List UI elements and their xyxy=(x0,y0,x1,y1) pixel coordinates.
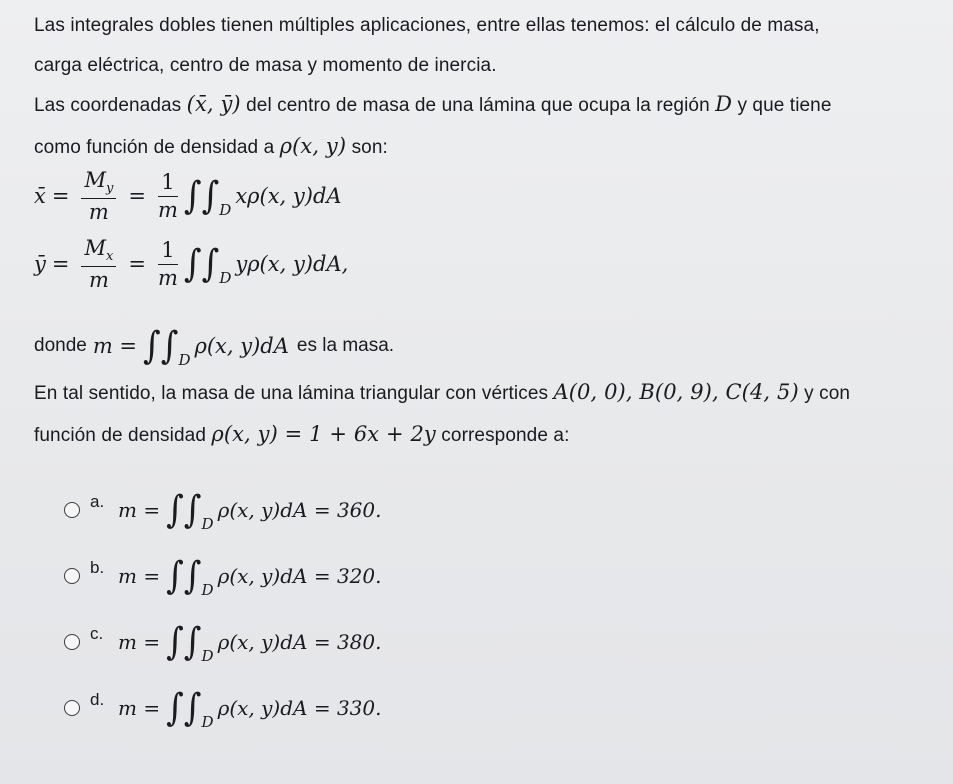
xbar-lhs: x̄ xyxy=(34,184,46,208)
fraction-one: 1 xyxy=(158,171,177,196)
centroid-coords: (x̄, ȳ) xyxy=(186,92,241,116)
option-formula xyxy=(118,488,382,533)
radio-button-d[interactable] xyxy=(64,700,80,716)
intro-line-2: carga eléctrica, centro de masa y momento de inercia. xyxy=(34,55,497,76)
ybar-lhs: ȳ xyxy=(34,252,46,276)
answer-option-a[interactable] xyxy=(64,480,381,540)
option-lhs: m = xyxy=(118,498,161,522)
equals-sign: = xyxy=(51,252,70,276)
option-integrand: ρ(x, y)dA = 380. xyxy=(217,630,382,654)
moment-fraction xyxy=(81,237,116,291)
option-letter: c. xyxy=(90,624,104,643)
mass-denominator: m xyxy=(88,267,109,292)
double-integral-sign: ∫∫ xyxy=(166,488,202,532)
fraction-one: 1 xyxy=(158,239,177,264)
mass-prefix: donde xyxy=(34,335,87,356)
option-integrand: ρ(x, y)dA = 330. xyxy=(217,696,382,720)
intro-paragraph xyxy=(34,6,924,86)
option-lhs: m = xyxy=(118,630,161,654)
reciprocal-mass-fraction xyxy=(158,171,178,220)
double-integral-sign: ∫∫ xyxy=(166,554,202,598)
formula-ybar xyxy=(34,236,348,292)
option-formula xyxy=(118,554,382,599)
centroid-text-5: son: xyxy=(351,137,388,158)
equals-sign: = xyxy=(128,252,146,276)
option-letter: d. xyxy=(90,690,105,709)
double-integral-sign: ∫∫ xyxy=(183,242,220,286)
integral-region: D xyxy=(219,201,232,219)
moment-fraction xyxy=(81,169,116,223)
moment-symbol: M xyxy=(84,236,106,261)
intro-line-1: Las integrales dobles tienen múltiples aplicaciones, entre ellas tenemos: el cálculo de masa, xyxy=(34,15,820,36)
centroid-text-3: y que tiene xyxy=(737,95,832,116)
integral-region: D xyxy=(201,647,214,665)
question-text-4: corresponde a: xyxy=(441,425,570,446)
mass-denominator: m xyxy=(88,199,109,224)
mass-suffix: es la masa. xyxy=(296,335,395,356)
region-symbol: D xyxy=(715,92,733,116)
equals-sign: = xyxy=(128,184,146,208)
option-formula xyxy=(118,620,382,665)
option-integrand: ρ(x, y)dA = 360. xyxy=(217,498,382,522)
mass-denominator: m xyxy=(157,197,178,222)
centroid-text-2: del centro de masa de una lámina que ocupa la región xyxy=(246,95,710,116)
density-symbol: ρ(x, y) xyxy=(279,134,347,158)
radio-button-a[interactable] xyxy=(64,502,80,518)
mass-integrand: ρ(x, y)dA xyxy=(194,334,289,358)
xbar-integrand: xρ(x, y)dA xyxy=(235,184,342,208)
formula-xbar xyxy=(34,168,342,224)
triangle-vertices: A(0, 0), B(0, 9), C(4, 5) xyxy=(553,380,799,404)
moment-subscript: y xyxy=(105,181,114,197)
formula-mass xyxy=(34,318,394,374)
question-text-2: y con xyxy=(804,383,851,404)
option-letter: b. xyxy=(90,558,105,577)
moment-subscript: x xyxy=(106,249,114,265)
double-integral-sign: ∫∫ xyxy=(166,620,202,664)
double-integral-sign: ∫∫ xyxy=(166,686,202,730)
mass-denominator: m xyxy=(157,265,178,290)
integral-region: D xyxy=(219,269,232,287)
centroid-text-1: Las coordenadas xyxy=(34,95,182,116)
integral-region: D xyxy=(201,713,214,731)
question-paragraph xyxy=(34,372,924,456)
integral-region: D xyxy=(178,351,191,369)
answer-option-b[interactable] xyxy=(64,546,381,606)
centroid-text-4: como función de densidad a xyxy=(34,137,275,158)
integral-region: D xyxy=(201,581,214,599)
integral-region: D xyxy=(201,515,214,533)
moment-symbol: M xyxy=(84,168,106,193)
equals-sign: = xyxy=(51,184,70,208)
density-function: ρ(x, y) = 1 + 6x + 2y xyxy=(211,422,436,446)
reciprocal-mass-fraction xyxy=(158,239,178,288)
answer-option-d[interactable] xyxy=(64,678,381,738)
double-integral-sign: ∫∫ xyxy=(183,174,220,218)
option-lhs: m = xyxy=(118,696,161,720)
centroid-paragraph xyxy=(34,84,924,168)
option-letter: a. xyxy=(90,492,105,511)
mass-lhs: m = xyxy=(92,334,138,358)
answer-option-c[interactable] xyxy=(64,612,381,672)
double-integral-sign: ∫∫ xyxy=(143,324,179,368)
radio-button-b[interactable] xyxy=(64,568,80,584)
question-text-1: En tal sentido, la masa de una lámina triangular con vértices xyxy=(34,383,549,404)
option-formula xyxy=(118,686,382,731)
question-text-3: función de densidad xyxy=(34,425,206,446)
option-integrand: ρ(x, y)dA = 320. xyxy=(217,564,382,588)
ybar-integrand: yρ(x, y)dA, xyxy=(235,252,349,276)
option-lhs: m = xyxy=(118,564,161,588)
radio-button-c[interactable] xyxy=(64,634,80,650)
